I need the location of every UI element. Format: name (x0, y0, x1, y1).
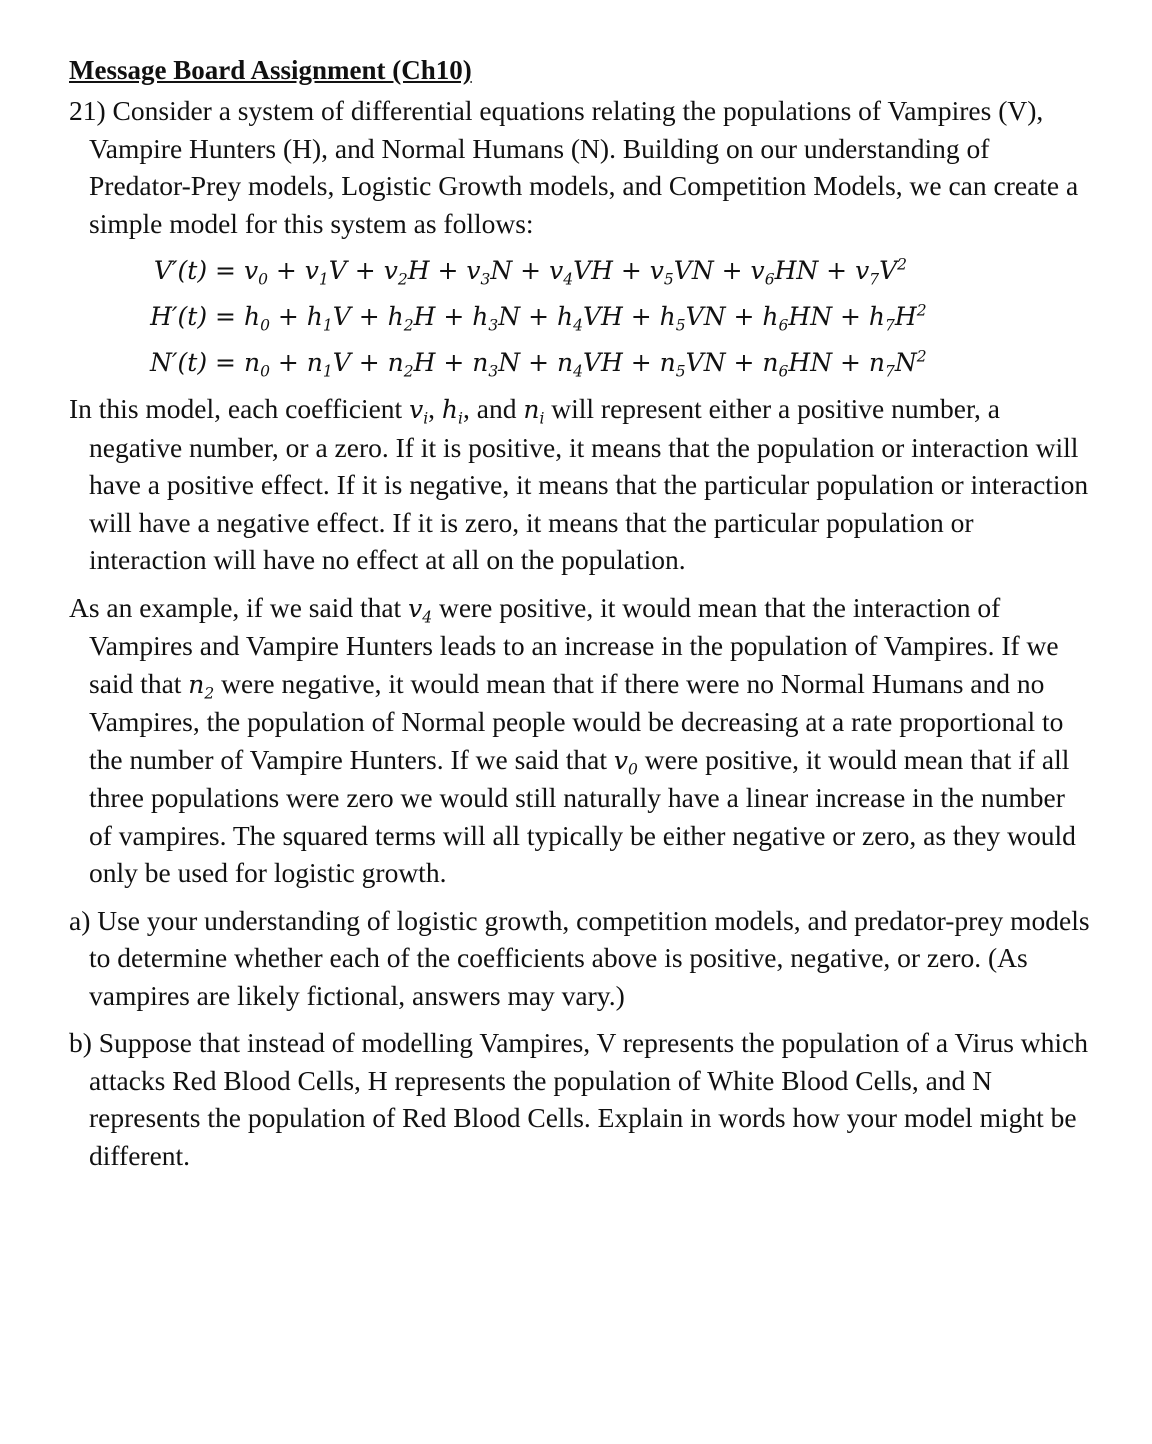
part-a-question: a) Use your understanding of logistic growth, competition models, and predator-prey models to determine whether each of the coefficients above is positive, negative, or zero. (As vampires are likely fictional, answers may vary.) (69, 904, 1090, 1011)
equation-lhs: N′(t) = (150, 348, 236, 377)
part-b-question: b) Suppose that instead of modelling Vampires, V represents the population of a Virus which attacks Red Blood Cells, H represents the population of White Blood Cells, and N represents the population of Red Blood Cells. Explain in words how your model might be different. (69, 1027, 1089, 1171)
equation-v (69, 248, 1092, 294)
equation-system (69, 248, 1092, 386)
example-paragraph: As an example, if we said that $v_4$ were positive, it would mean that the interaction of Vampires and Vampire Hunters leads to an increase in the population of Vampires. If we said that $n_2$ were negative, it would mean that if there were no Normal Humans and no Vampires, the population of Normal people would be decreasing at a rate proportional to the number of Vampire Hunters. If we said that $v_0$ were positive, it would mean that if all three populations were zero we would still naturally have a linear increase in the number of vampires. The squared terms will all typically be either negative or zero, as they would only be used for logistic growth. (69, 591, 1076, 888)
equation-rhs: $h_0 + h_1V + h_2H + h_3N + h_4VH + h_5VN + h_6HN + h_7H^2$ (236, 301, 927, 335)
equation-lhs: V′(t) = (153, 256, 236, 285)
equation-lhs: H′(t) = (150, 302, 236, 331)
equation-rhs: $v_0 + v_1V + v_2H + v_3N + v_4VH + v_5VN + v_6HN + v_7V^2$ (236, 255, 908, 289)
equation-rhs: $n_0 + n_1V + n_2H + n_3N + n_4VH + n_5VN + n_6HN + n_7N^2$ (236, 347, 927, 381)
coefficients-paragraph: In this model, each coefficient $v_i$, $h_i$, and $n_i$ will represent either a positive number, a negative number, or a zero. If it is positive, it means that the population or interaction will have a positive effect. If it is negative, it means that the particular population or interaction will have a negative effect. If it is zero, it means that the particular population or interaction will have no effect at all on the population. (69, 393, 1089, 575)
equation-n (69, 340, 1092, 386)
intro-paragraph: 21) Consider a system of differential equations relating the populations of Vampires (V), Vampire Hunters (H), and Normal Humans (N). Building on our understanding of Predator-Prey models, Logistic Growth models, and Competition Models, we can create a simple model for this system as follows: (69, 95, 1079, 239)
equation-h (69, 294, 1092, 340)
page-title: Message Board Assignment (Ch10) (69, 55, 472, 85)
